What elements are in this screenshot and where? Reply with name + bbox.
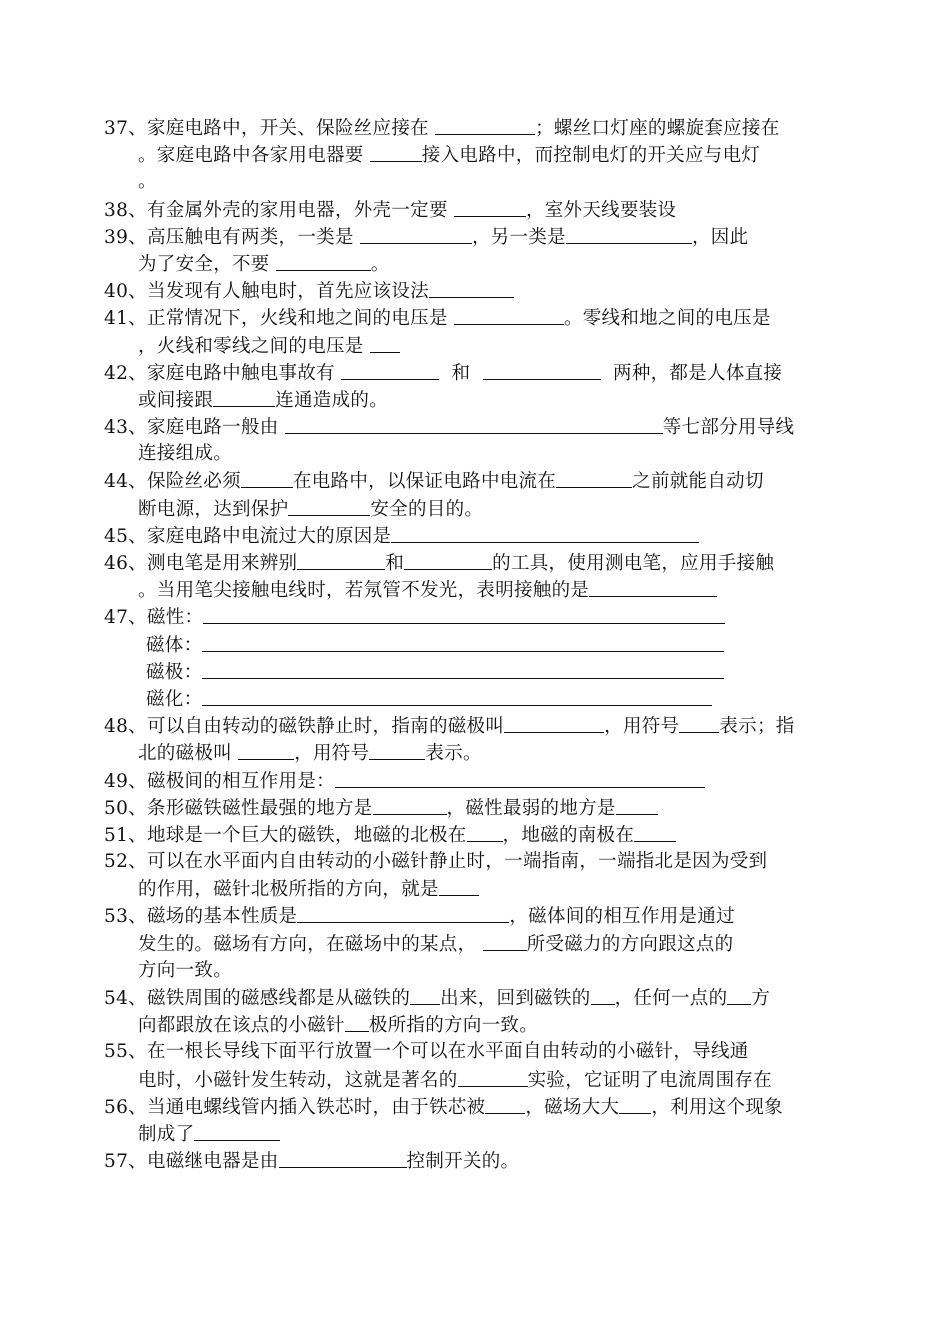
answer-blank[interactable]	[241, 467, 293, 488]
question-text: 向都跟放在该点的小磁针	[138, 1015, 345, 1037]
answer-blank[interactable]	[589, 576, 717, 597]
question-text: 发生的。磁场有方向，在磁场中的某点，	[138, 933, 483, 955]
question-text: 连接组成。	[138, 443, 233, 465]
answer-blank[interactable]	[391, 522, 699, 543]
question-line	[104, 848, 849, 875]
answer-blank[interactable]	[454, 304, 564, 325]
answer-blank[interactable]	[202, 658, 724, 679]
question-text: 极所指的方向一致。	[368, 1015, 539, 1037]
question-text: ，用符号	[604, 716, 680, 738]
question-line	[104, 304, 849, 331]
question-text: 47、磁性：	[104, 607, 204, 629]
answer-blank[interactable]	[360, 223, 472, 244]
question-text: ，磁性最弱的地方是	[446, 797, 616, 819]
answer-blank[interactable]	[483, 930, 527, 951]
question-46	[104, 549, 849, 603]
question-37	[104, 114, 849, 196]
question-text: ，因此	[691, 226, 749, 248]
question-line	[104, 875, 849, 902]
question-text: 52、可以在水平面内自由转动的小磁针静止时，一端指南，一端指北是因为受到	[104, 851, 768, 873]
answer-blank[interactable]	[566, 223, 692, 244]
question-44	[104, 467, 849, 521]
question-line	[104, 739, 849, 766]
question-57	[104, 1147, 849, 1174]
question-text: 北的磁极叫	[138, 743, 239, 765]
answer-blank[interactable]	[373, 794, 447, 815]
answer-blank[interactable]	[404, 549, 492, 570]
question-line	[104, 767, 849, 794]
question-line	[104, 1120, 849, 1147]
question-line	[104, 549, 849, 576]
question-text: 51、地球是一个巨大的磁铁，地磁的北极在	[104, 824, 467, 846]
answer-blank[interactable]	[679, 712, 719, 733]
question-text: 之前就能自动切	[632, 471, 764, 493]
question-text: 54、磁铁周围的磁感线都是从磁铁的	[104, 988, 411, 1009]
question-text: 电时，小磁针发生转动，这就是著名的	[138, 1069, 458, 1091]
question-text: 方	[751, 988, 771, 1009]
question-text: 两种，都是人体直接	[600, 362, 783, 384]
question-38	[104, 196, 849, 223]
answer-blank[interactable]	[203, 603, 725, 624]
worksheet	[104, 114, 849, 1174]
question-52	[104, 848, 849, 902]
question-line	[104, 658, 849, 685]
question-line	[104, 984, 849, 1011]
answer-blank[interactable]	[556, 467, 632, 488]
question-text: 断电源，达到保护	[138, 498, 289, 520]
answer-blank[interactable]	[458, 1066, 528, 1087]
question-text: ，室外天线要装设	[525, 199, 677, 221]
question-line	[104, 440, 849, 467]
question-41	[104, 304, 849, 358]
question-line	[104, 712, 849, 739]
question-text: ，利用这个现象	[651, 1096, 783, 1118]
question-text: ，地磁的南极在	[502, 824, 635, 846]
question-text: ；螺丝口灯座的螺旋套应接在	[535, 118, 780, 139]
question-text: 53、磁场的基本性质是	[104, 906, 298, 928]
question-text: 接入电路中，而控制电灯的开关应与电灯	[421, 145, 761, 167]
question-text: 表示。	[425, 743, 482, 765]
question-text: 43、家庭电路一般由	[104, 417, 285, 439]
question-text: 表示；指	[719, 716, 795, 738]
answer-blank[interactable]	[202, 631, 724, 652]
question-text: ，火线和零线之间的电压是	[138, 335, 370, 357]
question-text: 连通造成的。	[275, 389, 389, 411]
question-text: 38、有金属外壳的家用电器，外壳一定要	[104, 199, 454, 221]
question-line	[104, 223, 849, 250]
question-line	[104, 902, 849, 929]
answer-blank[interactable]	[439, 875, 479, 896]
question-49	[104, 767, 849, 794]
answer-blank[interactable]	[297, 549, 385, 570]
answer-blank[interactable]	[410, 984, 440, 1005]
question-text: 45、家庭电路中电流过大的原因是	[104, 525, 392, 547]
question-50	[104, 794, 849, 821]
answer-blank[interactable]	[297, 902, 509, 923]
question-line	[104, 794, 849, 821]
question-line	[104, 603, 849, 630]
question-text: 。当用笔尖接触电线时，若氖管不发光，表明接触的是	[138, 580, 590, 602]
question-45	[104, 522, 849, 549]
question-text: 的作用，磁针北极所指的方向，就是	[138, 879, 439, 901]
question-text: 41、正常情况下，火线和地之间的电压是	[104, 308, 454, 330]
answer-blank[interactable]	[369, 739, 425, 760]
question-51	[104, 821, 849, 848]
question-text: 40、当发现有人触电时，首先应该设法	[104, 281, 429, 303]
question-48	[104, 712, 849, 766]
question-text: 制成了	[138, 1123, 195, 1145]
answer-blank[interactable]	[341, 359, 439, 380]
question-line	[104, 957, 849, 984]
answer-blank[interactable]	[435, 114, 535, 135]
question-text: 和	[439, 362, 483, 384]
question-55	[104, 1038, 849, 1092]
question-text: 42、家庭电路中触电事故有	[104, 362, 342, 384]
question-line	[104, 1093, 849, 1120]
answer-blank[interactable]	[370, 141, 422, 162]
answer-blank[interactable]	[276, 250, 371, 271]
answer-blank[interactable]	[504, 712, 604, 733]
question-text: 46、测电笔是用来辨别	[104, 553, 298, 574]
question-text: 。	[138, 171, 157, 193]
question-line	[104, 930, 849, 957]
question-line	[104, 1011, 849, 1038]
question-line	[104, 631, 849, 658]
question-line	[104, 141, 849, 168]
question-text: 磁化：	[146, 688, 203, 710]
question-text: 48、可以自由转动的磁铁静止时，指南的磁极叫	[104, 716, 505, 738]
question-56	[104, 1093, 849, 1147]
question-line	[104, 467, 849, 494]
question-text: 为了安全，不要	[138, 253, 276, 275]
answer-blank[interactable]	[345, 1011, 369, 1032]
answer-blank[interactable]	[213, 386, 275, 407]
answer-blank[interactable]	[485, 1093, 525, 1114]
answer-blank[interactable]	[370, 332, 400, 353]
question-line	[104, 1066, 849, 1093]
answer-blank[interactable]	[335, 767, 705, 788]
question-text: 磁极：	[146, 661, 203, 683]
answer-blank[interactable]	[727, 984, 751, 1005]
answer-blank[interactable]	[467, 821, 503, 842]
answer-blank[interactable]	[591, 984, 615, 1005]
question-text: ，磁场大大	[525, 1096, 620, 1118]
question-text: ，任何一点的	[614, 988, 728, 1009]
question-text: 安全的目的。	[370, 498, 484, 520]
answer-blank[interactable]	[619, 1093, 651, 1114]
question-text: 控制开关的。	[406, 1151, 520, 1173]
question-text: 39、高压触电有两类，一类是	[104, 226, 360, 248]
question-line	[104, 359, 849, 386]
question-text: 50、条形磁铁磁性最强的地方是	[104, 797, 373, 819]
question-text: 49、磁极间的相互作用是：	[104, 770, 335, 792]
question-text: ，另一类是	[471, 226, 566, 248]
answer-blank[interactable]	[429, 277, 514, 298]
answer-blank[interactable]	[616, 794, 658, 815]
question-text: ，磁体间的相互作用是通过	[509, 906, 735, 928]
question-line	[104, 196, 849, 223]
question-line	[104, 821, 849, 848]
question-line	[104, 685, 849, 712]
question-line	[104, 1147, 849, 1174]
question-47	[104, 603, 849, 712]
question-text: 。	[370, 253, 390, 275]
question-line	[104, 168, 849, 195]
question-text: 磁体：	[146, 634, 203, 656]
question-line	[104, 386, 849, 413]
question-line	[104, 277, 849, 304]
answer-blank[interactable]	[194, 1120, 280, 1141]
answer-blank[interactable]	[288, 495, 370, 516]
answer-blank[interactable]	[279, 1147, 407, 1168]
question-text: 实验，它证明了电流周围存在	[527, 1069, 773, 1091]
question-text: 57、电磁继电器是由	[104, 1151, 279, 1173]
question-53	[104, 902, 849, 984]
question-text: 55、在一根长导线下面平行放置一个可以在水平面自由转动的小磁针，导线通	[104, 1041, 749, 1063]
question-text: 方向一致。	[138, 959, 233, 981]
question-text: 或间接跟	[138, 389, 214, 411]
answer-blank[interactable]	[238, 739, 294, 760]
question-line	[104, 522, 849, 549]
question-line	[104, 332, 849, 359]
answer-blank[interactable]	[285, 413, 663, 434]
question-text: 在电路中，以保证电路中电流在	[292, 471, 557, 493]
answer-blank[interactable]	[483, 359, 601, 380]
question-39	[104, 223, 849, 277]
question-text: 和	[385, 553, 405, 574]
question-line	[104, 576, 849, 603]
answer-blank[interactable]	[634, 821, 676, 842]
question-text: 。家庭电路中各家用电器要	[138, 145, 370, 167]
answer-blank[interactable]	[454, 196, 526, 217]
question-text: 44、保险丝必须	[104, 471, 241, 493]
question-text: 。零线和地之间的电压是	[563, 308, 771, 330]
question-text: 所受磁力的方向跟这点的	[526, 933, 734, 955]
question-line	[104, 114, 849, 141]
question-line	[104, 495, 849, 522]
question-40	[104, 277, 849, 304]
question-line	[104, 1038, 849, 1065]
question-text: 56、当通电螺线管内插入铁芯时，由于铁芯被	[104, 1096, 486, 1118]
question-text: 出来，回到磁铁的	[440, 988, 591, 1009]
question-text: 37、家庭电路中，开关、保险丝应接在	[104, 118, 436, 139]
question-line	[104, 250, 849, 277]
answer-blank[interactable]	[202, 685, 712, 706]
question-text: 等七部分用导线	[662, 417, 795, 439]
question-43	[104, 413, 849, 467]
question-line	[104, 413, 849, 440]
question-42	[104, 359, 849, 413]
question-54	[104, 984, 849, 1038]
question-text: 的工具，使用测电笔，应用手接触	[492, 553, 775, 574]
question-text: ，用符号	[294, 743, 370, 765]
